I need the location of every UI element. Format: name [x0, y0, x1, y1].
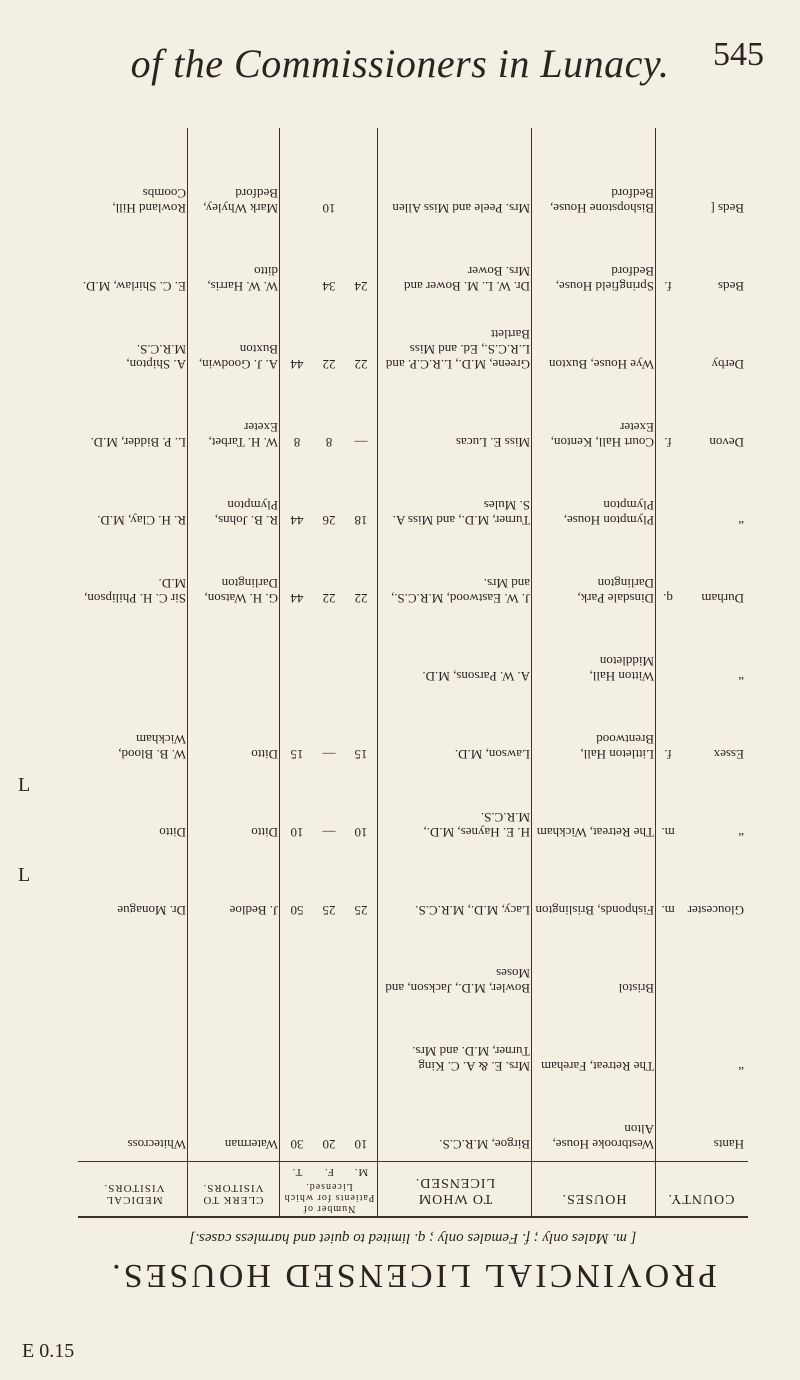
col-head-clerk: CLERK TO VISITORS. [202, 1182, 264, 1206]
bottom-margin-mark: E 0.15 [22, 1340, 75, 1362]
cell-county: Gloucester [687, 903, 744, 918]
cell-type: m. [661, 903, 675, 918]
cell-house: Westbrooke House, Alton [552, 1122, 654, 1152]
cell-t: 44 [290, 591, 304, 606]
cell-clerk: G. H. Watson, Darlington [204, 576, 278, 606]
cell-county: “ [738, 669, 744, 684]
cell-f: — [322, 747, 336, 762]
table-title: PROVINCIAL LICENSED HOUSES. [109, 1257, 717, 1294]
cell-visitors: A. Shipton, M.R.C.S. [126, 342, 186, 372]
cell-type: q. [663, 591, 673, 606]
col-head-houses: HOUSES. [561, 1191, 627, 1206]
cell-t: 50 [290, 903, 304, 918]
cell-county: “ [738, 825, 744, 840]
col-head-visitors: MEDICAL VISITORS. [103, 1182, 165, 1206]
cell-county: “ [738, 1059, 744, 1074]
cell-visitors: Whitecross [127, 1137, 186, 1152]
cell-type: m. [661, 825, 675, 840]
cell-proprietor: Dr. W. L. M. Bower and Mrs. Bower [403, 264, 530, 294]
cell-m: 25 [354, 903, 368, 918]
cell-house: Plympton House, Plympton [563, 498, 654, 528]
cell-proprietor: Birgoe, M.R.C.S. [439, 1137, 530, 1152]
column-rule [655, 128, 656, 1218]
cell-m: 22 [354, 357, 368, 372]
cell-proprietor: Lawson, M.D. [454, 747, 530, 762]
table-note: [ m. Males only ; f. Females only ; q. limited to quiet and harmless cases.] [189, 1230, 637, 1246]
cell-county: Derby [711, 357, 744, 372]
cell-house: The Retreat, Fareham [541, 1059, 654, 1074]
cell-m: — [354, 435, 368, 450]
cell-proprietor: Turner, M.D., and Miss A. S. Mules [392, 498, 530, 528]
cell-county: “ [738, 513, 744, 528]
margin-letter: L [18, 774, 31, 796]
cell-visitors: Dr. Monague [117, 903, 186, 918]
cell-house: Wye House, Buxton [548, 357, 654, 372]
margin-letter: L [18, 864, 31, 886]
cell-clerk: Ditto [251, 825, 278, 840]
cell-visitors: Sir C. H. Philipson, M.D. [84, 576, 186, 606]
cell-f: 26 [322, 513, 336, 528]
cell-house: Littleton Hall, Brentwood [580, 732, 654, 762]
column-rule [279, 128, 280, 1218]
cell-county: Beds [718, 279, 744, 294]
cell-visitors: W. B. Blood, Wickham [118, 732, 186, 762]
cell-clerk: R. B. Johns, Plympton [214, 498, 278, 528]
cell-t: 10 [290, 825, 304, 840]
page-header [0, 0, 800, 120]
cell-proprietor: Miss E. Lucas [455, 435, 530, 450]
cell-t: 44 [290, 357, 304, 372]
cell-type: f. [664, 747, 672, 762]
col-head-county: COUNTY. [667, 1191, 735, 1206]
cell-f: 34 [322, 279, 336, 294]
cell-proprietor: Lacy, M.D., M.R.C.S. [415, 903, 530, 918]
column-rule [531, 128, 532, 1218]
cell-clerk: Waterman [224, 1137, 278, 1152]
cell-t: 8 [293, 435, 301, 450]
cell-clerk: Mark Whyley, Bedford [203, 186, 278, 216]
cell-visitors: Rowland Hill, Coombs [112, 186, 186, 216]
cell-visitors: L. P. Bidder, M.D. [90, 435, 186, 450]
cell-f: 20 [322, 1137, 336, 1152]
cell-proprietor: Mrs. E. & A. C. King Turner, M.D. and Mrs. [412, 1044, 530, 1074]
left-margin-marks [18, 740, 30, 920]
cell-m: 10 [354, 1137, 368, 1152]
cell-county: Essex [713, 747, 744, 762]
rotated-table-region [78, 122, 748, 1302]
cell-county: Beds [ [710, 201, 744, 216]
cell-clerk: A. J. Goodwin, Buxton [198, 342, 278, 372]
cell-type: f. [664, 435, 672, 450]
cell-proprietor: Mrs. Peele and Miss Allen [392, 201, 530, 216]
cell-county: Durham [701, 591, 744, 606]
col-head-to-whom: TO WHOM LICENSED. [414, 1175, 496, 1206]
cell-f: 25 [322, 903, 336, 918]
cell-m: 10 [354, 825, 368, 840]
cell-f: 22 [322, 591, 336, 606]
cell-t: 44 [290, 513, 304, 528]
cell-type: f. [664, 279, 672, 294]
cell-f: 22 [322, 357, 336, 372]
cell-house: Fishponds, Brislington [535, 903, 654, 918]
cell-proprietor: H. E. Haynes, M.D., M.R.C.S. [423, 810, 530, 840]
cell-m: 24 [354, 279, 368, 294]
cell-m: 15 [354, 747, 368, 762]
header-rule-bottom [78, 1161, 748, 1162]
cell-proprietor: Bowler, M.D., Jackson, and Moses [385, 966, 530, 996]
cell-f: — [322, 825, 336, 840]
col-head-number: Number of Patients for which Licensed. [283, 1181, 375, 1214]
cell-visitors: Ditto [159, 825, 186, 840]
page-number: 545 [713, 36, 764, 73]
column-rule [377, 128, 378, 1218]
cell-house: Bristol [618, 981, 654, 996]
cell-proprietor: J. W. Eastwood, M.R.C.S., and Mrs. [390, 576, 530, 606]
cell-proprietor: Greene, M.D., L.R.C.P. and L.R.C.S., Ed. and Miss Bartlett [385, 327, 530, 372]
cell-m: 22 [354, 591, 368, 606]
cell-clerk: W. H. Tarbet, Exeter [208, 420, 278, 450]
cell-clerk: J. Bedloe [229, 903, 278, 918]
cell-visitors: E. C. Shirlaw, M.D. [82, 279, 186, 294]
cell-m: 18 [354, 513, 368, 528]
cell-house: Witton Hall, Middleton [589, 654, 654, 684]
running-head: of the Commissioners in Lunacy. [130, 41, 670, 86]
cell-house: The Retreat, Wickham [536, 825, 654, 840]
cell-clerk: Ditto [251, 747, 278, 762]
cell-house: Court Hall, Kenton, Exeter [550, 420, 654, 450]
cell-visitors: R. H. Clay, M.D. [97, 513, 186, 528]
cell-clerk: W. W. Harris, ditto [207, 264, 278, 294]
cell-f: 10 [322, 201, 336, 216]
header-rule-top [78, 1216, 748, 1218]
col-head-m: M. [353, 1166, 369, 1178]
cell-t: 30 [290, 1137, 304, 1152]
col-head-t: T. [291, 1166, 303, 1178]
col-head-f: F. [324, 1166, 334, 1178]
cell-house: Bishopstone House, Bedford [550, 186, 654, 216]
cell-county: Devon [709, 435, 744, 450]
cell-house: Dinsdale Park, Darlington [577, 576, 654, 606]
cell-county: Hants [713, 1137, 744, 1152]
cell-t: 15 [290, 747, 304, 762]
cell-proprietor: A. W. Parsons, M.D. [422, 669, 530, 684]
cell-house: Springfield House, Bedford [555, 264, 654, 294]
cell-f: 8 [325, 435, 333, 450]
licensed-houses-table [78, 122, 748, 1302]
